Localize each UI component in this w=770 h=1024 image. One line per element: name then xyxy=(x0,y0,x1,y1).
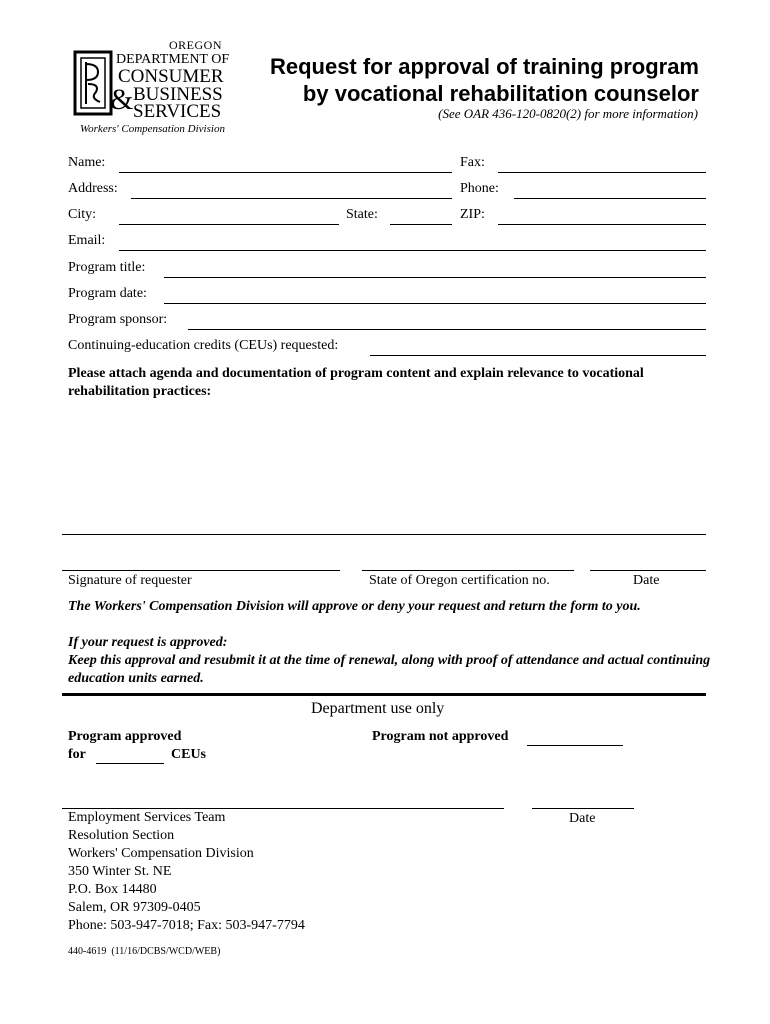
state-label: State: xyxy=(346,207,378,222)
signature-field[interactable] xyxy=(62,570,340,571)
signature-date-label: Date xyxy=(633,573,660,588)
program-not-approved-label: Program not approved xyxy=(372,729,509,744)
program-date-field[interactable] xyxy=(164,303,706,304)
name-field[interactable] xyxy=(119,172,452,173)
state-field[interactable] xyxy=(390,224,452,225)
email-label: Email: xyxy=(68,233,106,248)
address-label: Address: xyxy=(68,181,118,196)
city-label: City: xyxy=(68,207,97,222)
address-section: Resolution Section xyxy=(68,828,175,843)
not-approved-field[interactable] xyxy=(527,745,623,746)
program-sponsor-label: Program sponsor: xyxy=(68,312,168,327)
program-title-label: Program title: xyxy=(68,260,146,275)
program-approved-label: Program approved xyxy=(68,729,182,744)
logo-line3: BUSINESS xyxy=(133,84,223,105)
city-field[interactable] xyxy=(119,224,339,225)
address-division: Workers' Compensation Division xyxy=(68,846,254,861)
description-area[interactable] xyxy=(62,534,706,535)
logo-division: Workers' Compensation Division xyxy=(80,123,225,135)
address-phone: Phone: 503-947-7018; Fax: 503-947-7794 xyxy=(68,918,305,933)
address-city: Salem, OR 97309-0405 xyxy=(68,900,201,915)
address-pobox: P.O. Box 14480 xyxy=(68,882,157,897)
name-label: Name: xyxy=(68,155,106,170)
attach-instructions: Please attach agenda and documentation of program content and explain relevance to vocational rehabilitation practices: xyxy=(68,366,644,399)
approved-heading: If your request is approved: xyxy=(68,635,228,650)
page-title-line2: by vocational rehabilitation counselor xyxy=(302,81,699,106)
dept-use-heading: Department use only xyxy=(311,700,445,717)
cert-number-label: State of Oregon certification no. xyxy=(369,573,550,588)
page-subtitle: (See OAR 436-120-0820(2) for more information) xyxy=(438,106,698,121)
section-divider xyxy=(62,693,706,696)
page-title-line1: Request for approval of training program xyxy=(269,54,699,79)
logo-ampersand: & xyxy=(110,83,134,116)
address-field[interactable] xyxy=(131,198,452,199)
signature-date-field[interactable] xyxy=(590,570,706,571)
phone-label: Phone: xyxy=(460,181,499,196)
dept-date-label: Date xyxy=(569,811,596,826)
dept-signature-field[interactable] xyxy=(62,808,504,809)
fax-field[interactable] xyxy=(498,172,706,173)
zip-label: ZIP: xyxy=(460,207,485,222)
approved-text: Keep this approval and resubmit it at the time of renewal, along with proof of attendance and actual continuing education units earned. xyxy=(68,653,711,686)
email-field[interactable] xyxy=(119,250,706,251)
signature-label: Signature of requester xyxy=(68,573,192,588)
zip-field[interactable] xyxy=(498,224,706,225)
ceus-unit-label: CEUs xyxy=(171,747,207,762)
dept-date-field[interactable] xyxy=(532,808,634,809)
ceus-label: Continuing-education credits (CEUs) requested: xyxy=(68,338,339,353)
logo-state: OREGON xyxy=(169,38,222,52)
form-number: 440-4619 (11/16/DCBS/WCD/WEB) xyxy=(68,946,221,957)
address-team: Employment Services Team xyxy=(68,810,226,825)
logo-line4: SERVICES xyxy=(133,101,222,122)
for-label: for xyxy=(68,747,86,762)
approved-ceus-field[interactable] xyxy=(96,763,164,764)
ceus-field[interactable] xyxy=(370,355,706,356)
logo-line1: DEPARTMENT OF xyxy=(116,52,230,67)
approval-notice: The Workers' Compensation Division will approve or deny your request and return the form to you. xyxy=(68,599,641,614)
program-sponsor-field[interactable] xyxy=(188,329,706,330)
program-date-label: Program date: xyxy=(68,286,147,301)
address-street: 350 Winter St. NE xyxy=(68,864,172,879)
dcbs-logo xyxy=(70,38,232,138)
fax-label: Fax: xyxy=(460,155,485,170)
cert-number-field[interactable] xyxy=(362,570,574,571)
phone-field[interactable] xyxy=(514,198,706,199)
program-title-field[interactable] xyxy=(164,277,706,278)
logo-seal-icon xyxy=(72,50,114,121)
logo-line2: CONSUMER xyxy=(118,66,224,87)
